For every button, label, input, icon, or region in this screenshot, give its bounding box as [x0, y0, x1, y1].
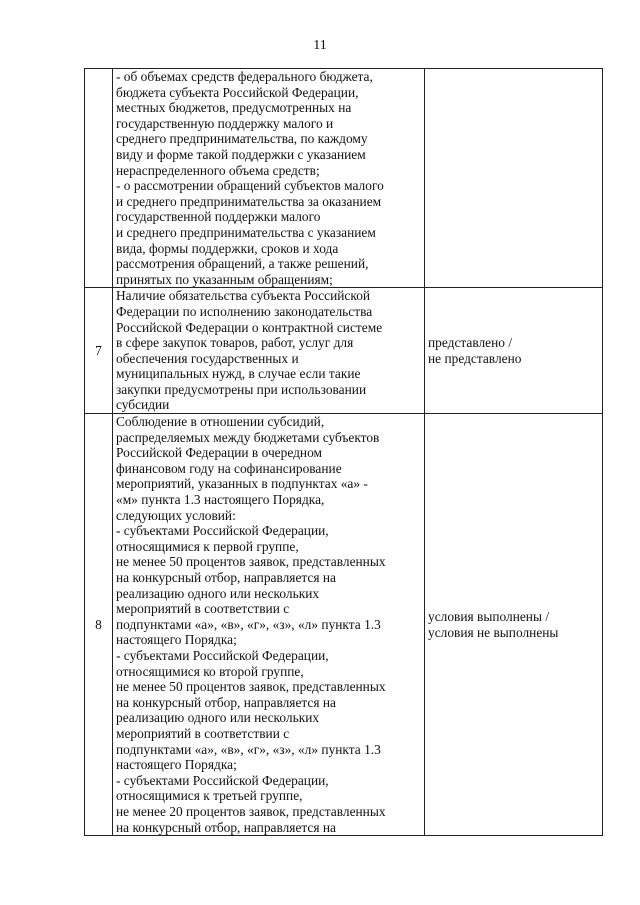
description-line: закупки предусмотрены при использовании [116, 381, 367, 397]
status-option-text: не представлено [428, 350, 522, 366]
description-line: государственной поддержки малого [116, 209, 321, 225]
description-line: подпунктами «а», «в», «г», «з», «л» пункта 1.3 [116, 616, 381, 632]
description-line: в сфере закупок товаров, работ, услуг для [116, 335, 354, 351]
description-line: - субъектами Российской Федерации, [116, 523, 329, 539]
description-line: подпунктами «а», «в», «г», «з», «л» пункта 1.3 [116, 741, 381, 757]
description-line: не менее 20 процентов заявок, представленных [116, 803, 386, 819]
description-line: распределяемых между бюджетами субъектов [116, 429, 380, 445]
status-options-cell [425, 69, 603, 288]
description-line: - субъектами Российской Федерации, [116, 647, 329, 663]
description-line: вида, формы поддержки, сроков и хода [116, 240, 339, 256]
description-line: муниципальных нужд, в случае если такие [116, 366, 361, 382]
page-number: 11 [313, 38, 327, 53]
description-line: «м» пункта 1.3 настоящего Порядка, [116, 492, 325, 508]
description-line: бюджета субъекта Российской Федерации, [116, 84, 359, 100]
description-line: Российской Федерации в очередном [116, 445, 322, 461]
status-options-cell [425, 288, 603, 414]
description-line: относящимися ко второй группе, [116, 663, 304, 679]
description-line: - об объемах средств федерального бюджета, [116, 69, 373, 84]
description-line: субсидии [116, 397, 170, 413]
criterion-description-cell [113, 414, 425, 836]
description-line: на конкурсный отбор, направляется на [116, 570, 336, 585]
row-number-cell [85, 69, 113, 288]
description-line: финансовом году на софинансирование [116, 460, 342, 476]
status-options-cell [425, 414, 603, 836]
description-line: не менее 50 процентов заявок, представленных [116, 679, 386, 695]
criteria-table [84, 68, 603, 836]
description-line: реализацию одного или нескольких [116, 710, 320, 726]
row-number-cell: 8 [85, 414, 113, 836]
description-line: и среднего предпринимательства за оказанием [116, 193, 382, 209]
description-line: реализацию одного или нескольких [116, 585, 320, 601]
table-row [85, 414, 603, 836]
description-line: мероприятий в соответствии с [116, 601, 290, 617]
description-line: местных бюджетов, предусмотренных на [116, 100, 352, 116]
status-option-text: условия не выполнены [428, 624, 559, 640]
description-line: среднего предпринимательства, по каждому [116, 131, 368, 147]
description-line: принятых по указанным обращениям; [116, 271, 333, 287]
description-line: Наличие обязательства субъекта Российской [116, 288, 371, 304]
criterion-description-cell [113, 288, 425, 414]
description-line: Соблюдение в отношении субсидий, [116, 414, 325, 430]
description-line: настоящего Порядка; [116, 757, 237, 773]
description-line: мероприятий в соответствии с [116, 725, 290, 741]
table-row [85, 288, 603, 414]
description-line: на конкурсный отбор, направляется на [116, 819, 336, 835]
description-line: виду и форме такой поддержки с указанием [116, 146, 366, 162]
description-line: Федерации по исполнению законодательства [116, 303, 373, 319]
description-line: Российской Федерации о контрактной системе [116, 319, 383, 335]
description-line: и среднего предпринимательства с указанием [116, 224, 376, 240]
description-line: - о рассмотрении обращений субъектов малого [116, 178, 384, 194]
description-line: на конкурсный отбор, направляется на [116, 694, 336, 710]
description-line: следующих условий: [116, 507, 236, 523]
description-line: мероприятий, указанных в подпунктах «а» - [116, 476, 368, 492]
description-line: относящимися к первой группе, [116, 538, 299, 554]
description-line: - субъектами Российской Федерации, [116, 772, 329, 788]
row-number-cell: 7 [85, 288, 113, 414]
description-line: государственную поддержку малого и [116, 115, 334, 131]
description-line: не менее 50 процентов заявок, представленных [116, 554, 386, 570]
description-line: относящимися к третьей группе, [116, 788, 303, 804]
description-line: обеспечения государственных и [116, 350, 299, 366]
status-option-text: представлено / [428, 335, 513, 351]
criterion-description-cell [113, 69, 425, 288]
description-line: рассмотрения обращений, а также решений, [116, 256, 369, 272]
description-line: настоящего Порядка; [116, 632, 237, 648]
status-option-text: условия выполнены / [428, 608, 550, 624]
table-row [85, 69, 603, 288]
description-line: нераспределенного объема средств; [116, 162, 320, 178]
